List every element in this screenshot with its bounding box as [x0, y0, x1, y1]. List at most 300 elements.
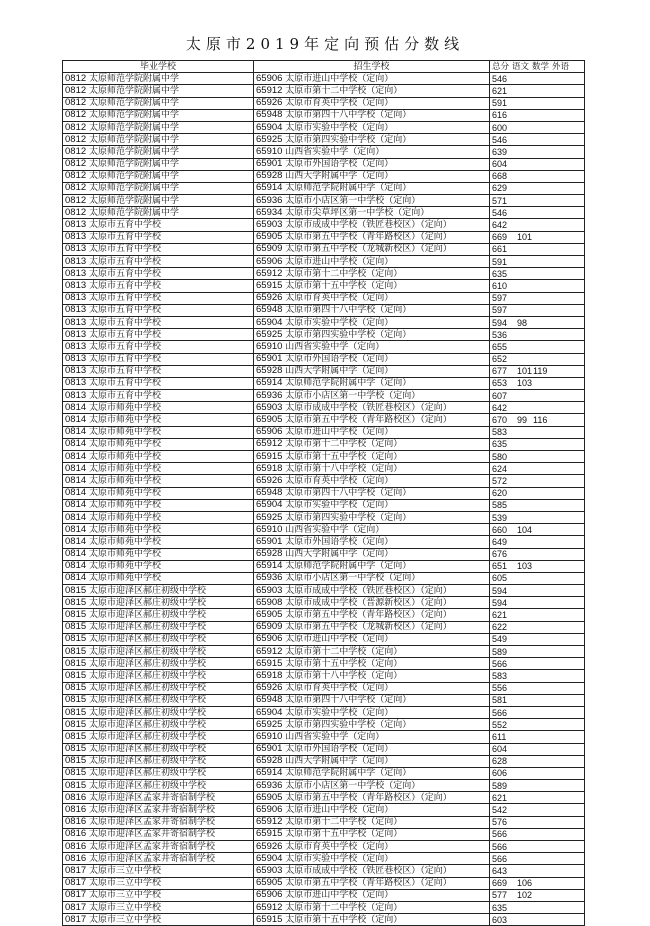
admission-school-cell: [254, 243, 490, 255]
admission-school-cell: [254, 475, 490, 487]
admission-school-cell: [254, 853, 490, 865]
admission-school-name: 太原市成成中学校（铁匠巷校区）（定向）: [285, 585, 452, 596]
table-row: [63, 85, 585, 97]
graduation-school-cell: [63, 841, 254, 853]
graduation-school-name: 太原市三立中学校: [89, 914, 162, 925]
admission-school-name: 太原市第十五中学校（定向）: [285, 658, 403, 669]
graduation-school-code: 0814: [65, 426, 87, 438]
scores-cell: [490, 743, 585, 755]
admission-school-name: 太原市进山中学校（定向）: [285, 634, 394, 645]
graduation-school-cell: [63, 219, 254, 231]
table-row: [63, 207, 585, 219]
table-row: [63, 426, 585, 438]
graduation-school-name: 太原市迎泽区郝庄初级中学校: [89, 683, 207, 694]
graduation-school-code: 0815: [65, 706, 87, 718]
admission-school-cell: [254, 170, 490, 182]
admission-school-name: 太原市外国语学校（定向）: [285, 536, 394, 547]
total-score: 610: [492, 280, 508, 291]
total-score: 583: [492, 670, 508, 681]
scores-cell: [490, 536, 585, 548]
admission-school-code: 65910: [256, 730, 283, 742]
table-row: [63, 755, 585, 767]
graduation-school-name: 太原师范学院附属中学: [89, 73, 180, 84]
admission-school-code: 65915: [256, 657, 283, 669]
admission-school-name: 太原市第四十八中学校（定向）: [285, 695, 412, 706]
total-score: 542: [492, 805, 508, 816]
table-row: [63, 743, 585, 755]
admission-school-cell: [254, 426, 490, 438]
table-row: [63, 109, 585, 121]
admission-school-name: 太原市育英中学校（定向）: [285, 841, 394, 852]
graduation-school-cell: [63, 426, 254, 438]
admission-school-code: 65928: [256, 170, 283, 182]
admission-school-name: 太原市小店区第一中学校（定向）: [285, 780, 421, 791]
graduation-school-code: 0814: [65, 511, 87, 523]
graduation-school-name: 太原市师苑中学校: [89, 463, 162, 474]
admission-school-cell: [254, 901, 490, 913]
admission-school-cell: [254, 719, 490, 731]
graduation-school-code: 0815: [65, 669, 87, 681]
total-score: 597: [492, 293, 508, 304]
graduation-school-code: 0812: [65, 121, 87, 133]
scores-cell: [490, 365, 585, 377]
scores-cell: [490, 609, 585, 621]
admission-school-cell: [254, 121, 490, 133]
graduation-school-name: 太原市迎泽区郝庄初级中学校: [89, 597, 207, 608]
table-row: [63, 706, 585, 718]
graduation-school-cell: [63, 268, 254, 280]
admission-school-cell: [254, 536, 490, 548]
admission-school-code: 65936: [256, 389, 283, 401]
graduation-school-cell: [63, 914, 254, 926]
graduation-school-name: 太原师范学院附属中学: [89, 98, 180, 109]
graduation-school-code: 0813: [65, 328, 87, 340]
graduation-school-cell: [63, 195, 254, 207]
total-score: 651: [492, 561, 508, 572]
graduation-school-name: 太原师范学院附属中学: [89, 122, 180, 133]
total-score: 643: [492, 865, 508, 876]
admission-school-cell: [254, 670, 490, 682]
graduation-school-cell: [63, 706, 254, 718]
table-row: [63, 694, 585, 706]
admission-school-name: 太原市第四十八中学校（定向）: [285, 305, 412, 316]
admission-school-name: 太原师范学院附属中学（定向）: [285, 378, 412, 389]
admission-school-cell: [254, 463, 490, 475]
scores-cell: [490, 73, 585, 85]
graduation-school-cell: [63, 865, 254, 877]
admission-school-cell: [254, 828, 490, 840]
total-score: 676: [492, 549, 508, 560]
graduation-school-code: 0817: [65, 877, 87, 889]
table-row: [63, 597, 585, 609]
admission-school-cell: [254, 85, 490, 97]
total-score: 549: [492, 634, 508, 645]
scores-cell: [490, 828, 585, 840]
admission-school-code: 65926: [256, 682, 283, 694]
admission-school-code: 65948: [256, 694, 283, 706]
admission-school-code: 65936: [256, 779, 283, 791]
graduation-school-code: 0815: [65, 743, 87, 755]
graduation-school-cell: [63, 585, 254, 597]
admission-school-cell: [254, 743, 490, 755]
admission-school-cell: [254, 207, 490, 219]
total-score: 597: [492, 305, 508, 316]
admission-school-cell: [254, 609, 490, 621]
graduation-school-cell: [63, 853, 254, 865]
table-row: [63, 170, 585, 182]
admission-school-code: 65904: [256, 121, 283, 133]
scores-cell: [490, 377, 585, 389]
admission-school-code: 65936: [256, 194, 283, 206]
graduation-school-code: 0812: [65, 84, 87, 96]
graduation-school-name: 太原市五育中学校: [89, 220, 162, 231]
admission-school-cell: [254, 499, 490, 511]
table-row: [63, 767, 585, 779]
total-score: 669: [492, 878, 508, 889]
admission-school-code: 65915: [256, 828, 283, 840]
graduation-school-code: 0815: [65, 645, 87, 657]
table-row: [63, 195, 585, 207]
admission-school-name: 太原市第四实验中学校（定向）: [285, 512, 412, 523]
admission-school-code: 65914: [256, 767, 283, 779]
scores-cell: [490, 231, 585, 243]
graduation-school-name: 太原市迎泽区郝庄初级中学校: [89, 670, 207, 681]
total-score: 566: [492, 707, 508, 718]
total-score: 660: [492, 524, 508, 535]
table-row: [63, 865, 585, 877]
graduation-school-code: 0815: [65, 584, 87, 596]
admission-school-name: 太原市第十二中学校（定向）: [285, 439, 403, 450]
scores-cell: [490, 463, 585, 475]
graduation-school-code: 0813: [65, 243, 87, 255]
admission-school-name: 太原市育英中学校（定向）: [285, 683, 394, 694]
admission-school-cell: [254, 451, 490, 463]
graduation-school-cell: [63, 134, 254, 146]
graduation-school-name: 太原市五育中学校: [89, 366, 162, 377]
admission-school-name: 太原市第十五中学校（定向）: [285, 829, 403, 840]
graduation-school-code: 0815: [65, 755, 87, 767]
graduation-school-code: 0815: [65, 657, 87, 669]
graduation-school-cell: [63, 560, 254, 572]
graduation-school-code: 0817: [65, 889, 87, 901]
admission-school-code: 65906: [256, 255, 283, 267]
table-row: [63, 402, 585, 414]
graduation-school-name: 太原市师苑中学校: [89, 573, 162, 584]
graduation-school-cell: [63, 475, 254, 487]
admission-school-code: 65925: [256, 133, 283, 145]
graduation-school-code: 0813: [65, 389, 87, 401]
admission-school-cell: [254, 219, 490, 231]
admission-school-code: 65905: [256, 231, 283, 243]
total-score: 604: [492, 744, 508, 755]
total-score: 604: [492, 159, 508, 170]
admission-school-code: 65918: [256, 462, 283, 474]
graduation-school-cell: [63, 877, 254, 889]
graduation-school-cell: [63, 121, 254, 133]
total-score: 591: [492, 256, 508, 267]
graduation-school-code: 0812: [65, 206, 87, 218]
admission-school-name: 太原市进山中学校（定向）: [285, 890, 394, 901]
scores-cell: [490, 597, 585, 609]
admission-school-code: 65928: [256, 755, 283, 767]
total-score: 589: [492, 780, 508, 791]
scores-cell: [490, 914, 585, 926]
admission-school-name: 太原市第五中学校（青年路校区）（定向）: [285, 232, 452, 243]
admission-school-cell: [254, 877, 490, 889]
graduation-school-code: 0813: [65, 279, 87, 291]
admission-school-code: 65905: [256, 609, 283, 621]
admission-school-name: 太原市实验中学校（定向）: [285, 500, 394, 511]
scores-cell: [490, 548, 585, 560]
graduation-school-name: 太原市五育中学校: [89, 256, 162, 267]
scores-cell: [490, 621, 585, 633]
scores-cell: [490, 329, 585, 341]
graduation-school-cell: [63, 182, 254, 194]
graduation-school-cell: [63, 231, 254, 243]
scores-cell: [490, 353, 585, 365]
admission-school-code: 65906: [256, 804, 283, 816]
admission-school-code: 65904: [256, 706, 283, 718]
graduation-school-cell: [63, 731, 254, 743]
graduation-school-code: 0814: [65, 499, 87, 511]
graduation-school-cell: [63, 97, 254, 109]
admission-school-code: 65903: [256, 584, 283, 596]
admission-school-code: 65906: [256, 633, 283, 645]
table-row: [63, 560, 585, 572]
graduation-school-name: 太原市五育中学校: [89, 329, 162, 340]
graduation-school-name: 太原市五育中学校: [89, 280, 162, 291]
admission-school-name: 太原市育英中学校（定向）: [285, 475, 394, 486]
table-row: [63, 329, 585, 341]
admission-school-name: 山西大学附属中学（定向）: [285, 756, 394, 767]
graduation-school-cell: [63, 85, 254, 97]
table-row: [63, 853, 585, 865]
scores-cell: [490, 865, 585, 877]
admission-school-code: 65948: [256, 487, 283, 499]
graduation-school-code: 0812: [65, 194, 87, 206]
scores-cell: [490, 402, 585, 414]
graduation-school-name: 太原师范学院附属中学: [89, 134, 180, 145]
admission-school-code: 65914: [256, 377, 283, 389]
admission-school-cell: [254, 329, 490, 341]
admission-school-code: 65909: [256, 243, 283, 255]
admission-school-name: 太原市第四实验中学校（定向）: [285, 134, 412, 145]
total-score: 616: [492, 110, 508, 121]
total-score: 621: [492, 610, 508, 621]
graduation-school-name: 太原市迎泽区孟家井寄宿制学校: [89, 792, 216, 803]
table-row: [63, 256, 585, 268]
admission-school-code: 65905: [256, 791, 283, 803]
admission-school-name: 太原市实验中学校（定向）: [285, 707, 394, 718]
table-row: [63, 414, 585, 426]
graduation-school-cell: [63, 304, 254, 316]
admission-school-code: 65904: [256, 852, 283, 864]
admission-school-code: 65918: [256, 669, 283, 681]
total-score: 639: [492, 146, 508, 157]
graduation-school-name: 太原市迎泽区孟家井寄宿制学校: [89, 805, 216, 816]
graduation-school-cell: [63, 804, 254, 816]
graduation-school-name: 太原市师苑中学校: [89, 500, 162, 511]
admission-school-code: 65915: [256, 279, 283, 291]
graduation-school-name: 太原市迎泽区郝庄初级中学校: [89, 658, 207, 669]
chinese-score: 104: [517, 524, 533, 535]
admission-school-name: 太原师范学院附属中学（定向）: [285, 561, 412, 572]
graduation-school-code: 0814: [65, 450, 87, 462]
admission-school-cell: [254, 646, 490, 658]
graduation-school-cell: [63, 158, 254, 170]
chinese-score: 101: [517, 232, 533, 243]
graduation-school-code: 0813: [65, 292, 87, 304]
admission-school-cell: [254, 731, 490, 743]
scores-cell: [490, 341, 585, 353]
graduation-school-name: 太原市三立中学校: [89, 890, 162, 901]
table-row: [63, 914, 585, 926]
admission-school-code: 65914: [256, 560, 283, 572]
admission-school-name: 山西大学附属中学（定向）: [285, 171, 394, 182]
graduation-school-cell: [63, 682, 254, 694]
total-score: 566: [492, 841, 508, 852]
graduation-school-code: 0814: [65, 548, 87, 560]
graduation-school-code: 0812: [65, 109, 87, 121]
admission-school-name: 太原市成成中学校（铁匠巷校区）（定向）: [285, 402, 452, 413]
admission-school-name: 太原市第十五中学校（定向）: [285, 451, 403, 462]
total-score: 585: [492, 500, 508, 511]
total-score: 546: [492, 73, 508, 84]
graduation-school-code: 0812: [65, 133, 87, 145]
admission-school-cell: [254, 816, 490, 828]
graduation-school-name: 太原市迎泽区郝庄初级中学校: [89, 707, 207, 718]
admission-school-name: 太原市小店区第一中学校（定向）: [285, 195, 421, 206]
graduation-school-name: 太原市迎泽区郝庄初级中学校: [89, 646, 207, 657]
chinese-score: 103: [517, 378, 533, 389]
admission-school-name: 太原市进山中学校（定向）: [285, 73, 394, 84]
admission-school-code: 65925: [256, 718, 283, 730]
scores-cell: [490, 97, 585, 109]
scores-cell: [490, 134, 585, 146]
total-score: 668: [492, 171, 508, 182]
total-score: 589: [492, 646, 508, 657]
table-row: [63, 438, 585, 450]
header-admission-school: 招生学校: [254, 61, 490, 73]
scores-cell: [490, 121, 585, 133]
graduation-school-name: 太原市五育中学校: [89, 244, 162, 255]
total-score: 603: [492, 914, 508, 925]
table-row: [63, 268, 585, 280]
total-score: 621: [492, 85, 508, 96]
admission-school-cell: [254, 511, 490, 523]
admission-school-cell: [254, 341, 490, 353]
graduation-school-code: 0815: [65, 694, 87, 706]
total-score: 571: [492, 195, 508, 206]
graduation-school-name: 太原市迎泽区郝庄初级中学校: [89, 585, 207, 596]
admission-school-cell: [254, 487, 490, 499]
graduation-school-cell: [63, 280, 254, 292]
graduation-school-code: 0813: [65, 316, 87, 328]
graduation-school-code: 0815: [65, 682, 87, 694]
admission-school-cell: [254, 548, 490, 560]
scores-cell: [490, 304, 585, 316]
graduation-school-code: 0816: [65, 852, 87, 864]
total-score: 611: [492, 731, 507, 742]
scores-cell: [490, 109, 585, 121]
total-score: 607: [492, 390, 508, 401]
total-score: 581: [492, 695, 508, 706]
header-chinese: 语文: [512, 61, 530, 72]
graduation-school-name: 太原市迎泽区郝庄初级中学校: [89, 768, 207, 779]
admission-school-code: 65905: [256, 877, 283, 889]
table-row: [63, 841, 585, 853]
graduation-school-code: 0813: [65, 219, 87, 231]
admission-school-code: 65906: [256, 72, 283, 84]
total-score: 594: [492, 317, 508, 328]
scores-cell: [490, 499, 585, 511]
graduation-school-code: 0814: [65, 523, 87, 535]
graduation-school-cell: [63, 146, 254, 158]
graduation-school-code: 0816: [65, 804, 87, 816]
admission-school-code: 65908: [256, 596, 283, 608]
math-score: 119: [533, 366, 548, 377]
scores-cell: [490, 268, 585, 280]
admission-school-cell: [254, 560, 490, 572]
admission-school-name: 山西大学附属中学（定向）: [285, 549, 394, 560]
graduation-school-name: 太原市迎泽区孟家井寄宿制学校: [89, 829, 216, 840]
admission-school-name: 太原市实验中学校（定向）: [285, 317, 394, 328]
graduation-school-cell: [63, 719, 254, 731]
scores-cell: [490, 767, 585, 779]
graduation-school-cell: [63, 487, 254, 499]
graduation-school-cell: [63, 694, 254, 706]
graduation-school-cell: [63, 597, 254, 609]
total-score: 600: [492, 122, 508, 133]
graduation-school-cell: [63, 170, 254, 182]
graduation-school-name: 太原市师苑中学校: [89, 512, 162, 523]
table-row: [63, 548, 585, 560]
graduation-school-name: 太原市五育中学校: [89, 268, 162, 279]
header-graduation-school: 毕业学校: [63, 61, 254, 73]
graduation-school-cell: [63, 73, 254, 85]
admission-school-code: 65901: [256, 353, 283, 365]
chinese-score: 101: [517, 366, 533, 377]
total-score: 642: [492, 402, 508, 413]
admission-school-name: 山西省实验中学（定向）: [285, 731, 385, 742]
graduation-school-code: 0812: [65, 182, 87, 194]
scores-cell: [490, 706, 585, 718]
table-row: [63, 889, 585, 901]
total-score: 621: [492, 792, 508, 803]
admission-school-code: 65925: [256, 511, 283, 523]
table-row: [63, 828, 585, 840]
graduation-school-name: 太原市三立中学校: [89, 902, 162, 913]
graduation-school-code: 0814: [65, 560, 87, 572]
graduation-school-name: 太原市迎泽区孟家井寄宿制学校: [89, 853, 216, 864]
admission-school-name: 太原市进山中学校（定向）: [285, 427, 394, 438]
admission-school-cell: [254, 755, 490, 767]
total-score: 580: [492, 451, 508, 462]
admission-school-code: 65948: [256, 109, 283, 121]
scores-cell: [490, 816, 585, 828]
total-score: 649: [492, 536, 508, 547]
total-score: 594: [492, 585, 508, 596]
scores-cell: [490, 524, 585, 536]
admission-school-code: 65906: [256, 889, 283, 901]
admission-school-code: 65910: [256, 523, 283, 535]
table-row: [63, 646, 585, 658]
admission-school-name: 太原市实验中学校（定向）: [285, 853, 394, 864]
total-score: 661: [492, 244, 508, 255]
admission-school-cell: [254, 158, 490, 170]
admission-school-cell: [254, 524, 490, 536]
graduation-school-code: 0815: [65, 621, 87, 633]
